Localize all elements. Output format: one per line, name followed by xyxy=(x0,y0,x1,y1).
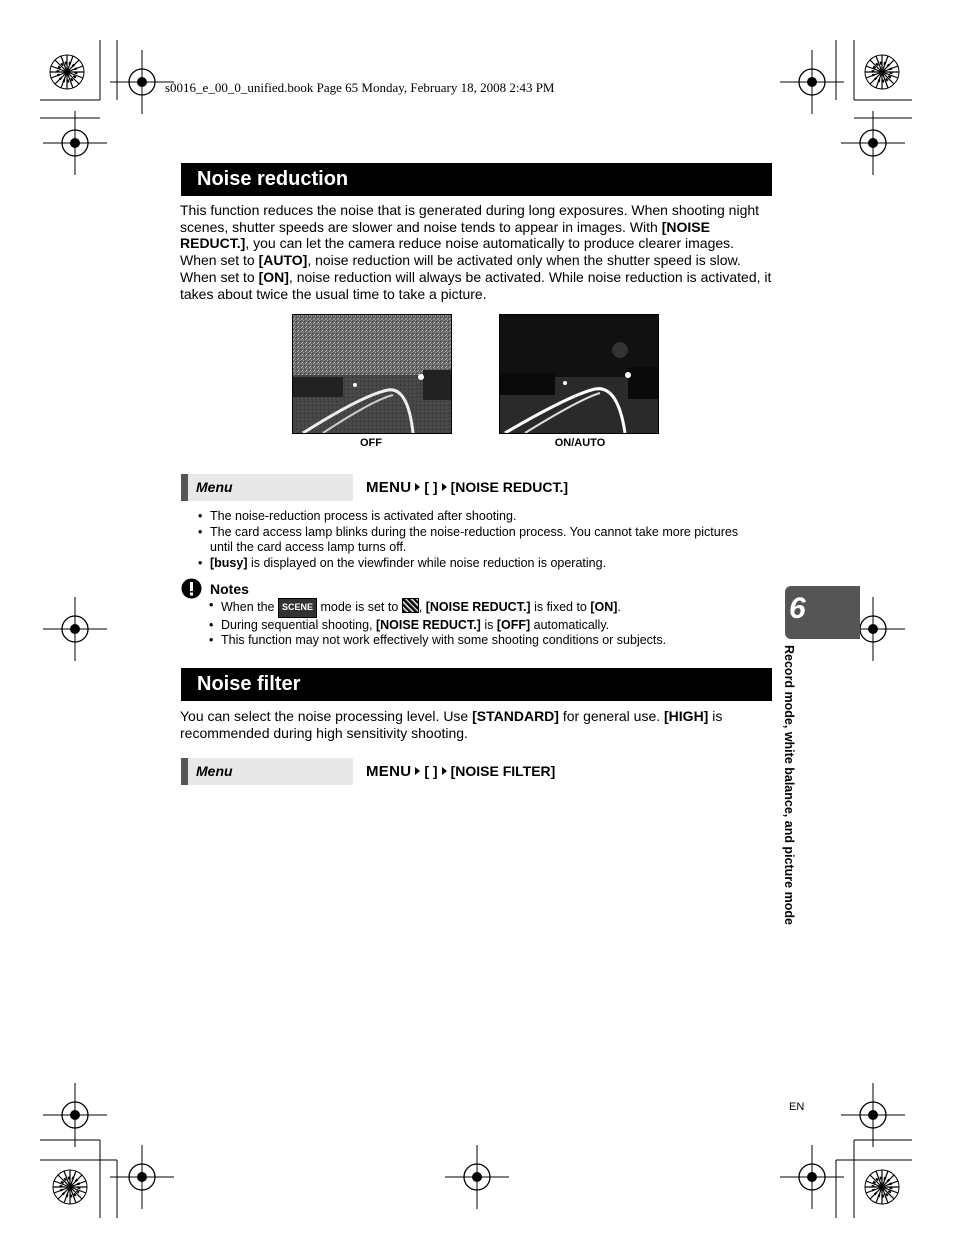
menu-path-noise-reduct xyxy=(366,479,568,496)
menu-item: [NOISE REDUCT.] xyxy=(450,479,569,495)
notes-list xyxy=(207,598,767,649)
arrow-right-icon xyxy=(442,767,447,775)
menu-path-noise-filter xyxy=(366,763,555,780)
arrow-right-icon xyxy=(442,483,447,491)
warning-icon xyxy=(181,578,202,599)
night-photo-off xyxy=(292,314,452,434)
section-title: Noise reduction xyxy=(197,168,349,190)
bullet-item: • [busy] is displayed on the viewfinder while noise reduction is operating. xyxy=(196,556,756,572)
section-title: Noise filter xyxy=(197,673,301,695)
menu-label-box xyxy=(181,474,353,501)
arrow-right-icon xyxy=(415,483,420,491)
noise-reduction-paragraph: This function reduces the noise that is generated during long exposures. When shooting night scenes, shutter speeds are slower and noise tends to appear in images. With [NOISE REDUCT.], you can let the camera reduce noise automatically to produce clearer images. When set to [AUTO], noise reduction will be activated only when the shutter speed is slow. When set to [ON], noise reduction will always be activated. While noise reduction is activated, it takes about twice the usual time to take a picture. xyxy=(180,202,772,302)
book-header-line: s0016_e_00_0_unified.book Page 65 Monday, February 18, 2008 2:43 PM xyxy=(165,80,555,95)
night-photo-on-auto xyxy=(499,314,659,434)
notes-title: Notes xyxy=(210,581,249,597)
noise-filter-paragraph: You can select the noise processing level. Use [STANDARD] for general use. [HIGH] is recommended during high sensitivity shooting. xyxy=(180,708,723,741)
note-item: • During sequential shooting, [NOISE REDUCT.] is [OFF] automatically. xyxy=(207,618,767,634)
menu-marker xyxy=(181,758,188,785)
camera-menu-tab: [ ] xyxy=(424,479,438,495)
menu-label: Menu xyxy=(196,479,233,495)
night-scene-icon xyxy=(402,598,419,613)
photo-caption-off: OFF xyxy=(360,437,382,449)
photo-caption-on-auto: ON/AUTO xyxy=(554,437,606,449)
camera-menu-tab: [ ] xyxy=(424,763,438,779)
menu-keyword: MENU xyxy=(366,479,412,496)
chapter-tab xyxy=(785,586,860,639)
menu-keyword: MENU xyxy=(366,763,412,780)
chapter-number: 6 xyxy=(789,592,806,625)
menu-marker xyxy=(181,474,188,501)
noise-reduction-bullets xyxy=(196,509,756,572)
note-item: • This function may not work effectively with some shooting conditions or subjects. xyxy=(207,633,767,649)
arrow-right-icon xyxy=(415,767,420,775)
section-header-noise-reduction xyxy=(181,163,772,196)
language-label: EN xyxy=(789,1101,805,1113)
menu-label-box xyxy=(181,758,353,785)
chapter-title-vertical: Record mode, white balance, and picture mode xyxy=(782,645,796,925)
bullet-item: • The card access lamp blinks during the noise-reduction process. You cannot take more pictures until the card access lamp turns off. xyxy=(196,525,756,556)
menu-item: [NOISE FILTER] xyxy=(450,763,556,779)
scene-mode-icon: SCENE xyxy=(278,598,317,618)
note-item: • When the SCENE mode is set to , [NOISE REDUCT.] is fixed to [ON]. xyxy=(207,598,767,618)
menu-label: Menu xyxy=(196,763,233,779)
bullet-item: • The noise-reduction process is activated after shooting. xyxy=(196,509,756,525)
section-header-noise-filter xyxy=(181,668,772,701)
